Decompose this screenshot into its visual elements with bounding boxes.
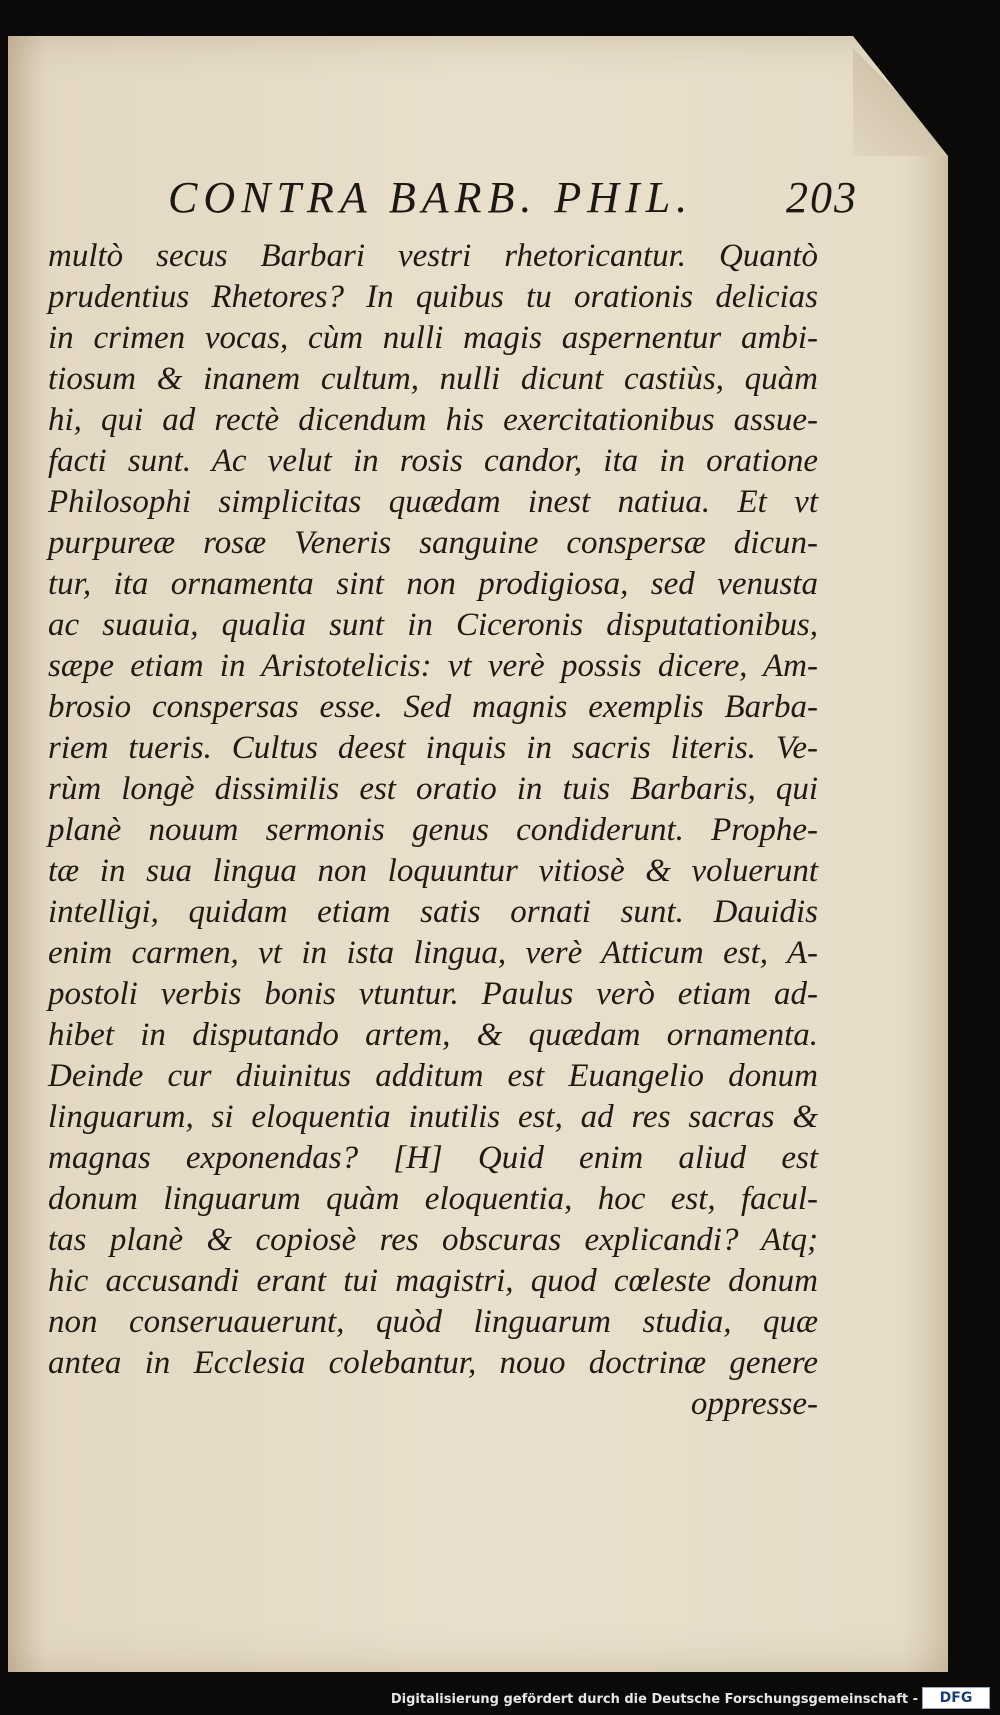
- text-line: tiosum & inanem cultum, nulli dicunt castiùs, quàm: [48, 361, 818, 397]
- text-line: facti sunt. Ac velut in rosis candor, ita in oratione: [48, 443, 818, 479]
- text-line: Philosophi simplicitas quædam inest natiua. Et vt: [48, 484, 818, 520]
- text-line: ac suauia, qualia sunt in Ciceronis disputationibus,: [48, 607, 818, 643]
- text-line: sæpe etiam in Aristotelicis: vt verè possis dicere, Am-: [48, 648, 818, 684]
- text-line: magnas exponendas? [H] Quid enim aliud est: [48, 1140, 818, 1176]
- text-line: rùm longè dissimilis est oratio in tuis Barbaris, qui: [48, 771, 818, 807]
- text-line: enim carmen, vt in ista lingua, verè Atticum est, A-: [48, 935, 818, 971]
- text-line: Deinde cur diuinitus additum est Euangelio donum: [48, 1058, 818, 1094]
- book-page: [8, 36, 948, 1672]
- text-line: prudentius Rhetores? In quibus tu orationis delicias: [48, 279, 818, 315]
- text-line: in crimen vocas, cùm nulli magis aspernentur ambi-: [48, 320, 818, 356]
- catchword: oppresse-: [690, 1386, 818, 1422]
- text-line: brosio conspersas esse. Sed magnis exemplis Barba-: [48, 689, 818, 725]
- text-line: multò secus Barbari vestri rhetoricantur. Quantò: [48, 238, 818, 274]
- body-text: [48, 236, 818, 1425]
- text-line: intelligi, quidam etiam satis ornati sunt. Dauidis: [48, 894, 818, 930]
- text-line: linguarum, si eloquentia inutilis est, ad res sacras &: [48, 1099, 818, 1135]
- text-line: tæ in sua lingua non loquuntur vitiosè & voluerunt: [48, 853, 818, 889]
- dfg-logo-icon: DFG: [922, 1687, 990, 1709]
- page-number: 203: [786, 173, 858, 222]
- text-line: donum linguarum quàm eloquentia, hoc est, facul-: [48, 1181, 818, 1217]
- text-line: purpureæ rosæ Veneris sanguine conspersæ dicun-: [48, 525, 818, 561]
- text-line: tas planè & copiosè res obscuras explicandi? Atq;: [48, 1222, 818, 1258]
- text-line: hi, qui ad rectè dicendum his exercitationibus assue-: [48, 402, 818, 438]
- text-line: non conseruauerunt, quòd linguarum studia, quæ: [48, 1304, 818, 1340]
- footer-bar: [0, 1683, 1000, 1715]
- text-line: antea in Ecclesia colebantur, nouo doctrinæ genere: [48, 1345, 818, 1381]
- funding-credit: Digitalisierung gefördert durch die Deutsche Forschungsgemeinschaft -: [390, 1692, 918, 1707]
- running-title: CONTRA BARB. PHIL.: [168, 173, 694, 222]
- text-line: riem tueris. Cultus deest inquis in sacris literis. Ve-: [48, 730, 818, 766]
- text-line: planè nouum sermonis genus condiderunt. Prophe-: [48, 812, 818, 848]
- text-line: tur, ita ornamenta sint non prodigiosa, sed venusta: [48, 566, 818, 602]
- text-line: hibet in disputando artem, & quædam ornamenta.: [48, 1017, 818, 1053]
- folded-corner-shadow: [853, 36, 948, 156]
- text-line: postoli verbis bonis vtuntur. Paulus verò etiam ad-: [48, 976, 818, 1012]
- page-header: [168, 156, 858, 226]
- text-line: hic accusandi erant tui magistri, quod cœleste donum: [48, 1263, 818, 1299]
